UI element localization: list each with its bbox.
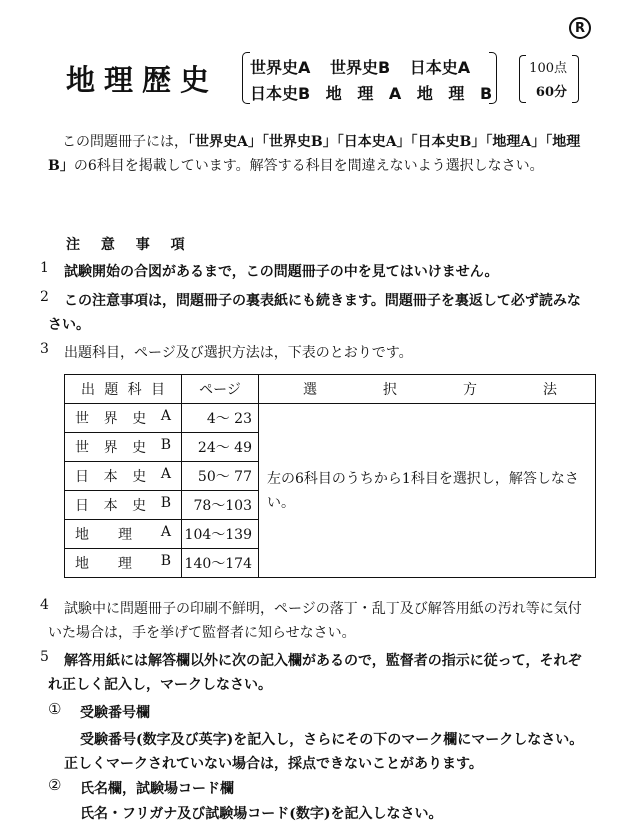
sub-item-2-heading: 氏名欄，試験場コード欄 [80, 781, 234, 797]
note-2-number: 2 [40, 289, 49, 305]
table-header-method: 選 択 方 法 [259, 375, 596, 404]
table-cell-subject: 日 本 史 B [65, 491, 182, 520]
sub-item-1-line1: 受験番号(数字及び英字)を記入し，さらにその下のマーク欄にマークしなさい。 [80, 732, 584, 748]
sub-item-1-heading: 受験番号欄 [80, 705, 150, 721]
intro-text-1: この問題冊子には， [62, 134, 188, 150]
note-3-text: 出題科目，ページ及び選択方法は，下表のとおりです。 [64, 345, 413, 361]
time-info [519, 55, 579, 105]
subject-row-2: 日本史B 地 理 A 地 理 B [250, 84, 493, 103]
table-cell-pages: 4〜 23 [182, 404, 259, 433]
note-4-text: 試験中に問題冊子の印刷不鮮明，ページの落丁・乱丁及び解答用紙の汚れ等に気付いた場合は，手を挙げて監督者に知らせなさい。 [48, 601, 582, 641]
table-row [65, 404, 596, 433]
note-5-text: 解答用紙には解答欄以外に次の記入欄があるので，監督者の指示に従って，それぞれ正しく記入し，マークしなさい。 [48, 653, 582, 693]
subject-list [242, 52, 497, 106]
intro-subjects-1: 「世界史A」「世界史B」「日本史A」「日本史B」「地理A」 [188, 134, 546, 150]
table-cell-pages: 78〜103 [182, 491, 259, 520]
note-3-number: 3 [40, 341, 49, 357]
table-cell-pages: 104〜139 [182, 520, 259, 549]
table-cell-subject: 地 理 A [65, 520, 182, 549]
table-cell-pages: 50〜 77 [182, 462, 259, 491]
sub-item-2-line1: 氏名・フリガナ及び試験場コード(数字)を記入しなさい。 [80, 806, 443, 822]
registered-mark-icon: R [569, 17, 591, 39]
note-1-text: 試験開始の合図があるまで，この問題冊子の中を見てはいけません。 [64, 264, 499, 280]
subject-table [64, 374, 596, 578]
sub-item-1-line2: 正しくマークされていない場合は，採点できないことがあります。 [64, 756, 483, 772]
points-label: 100点 [529, 61, 567, 76]
table-header-row [65, 375, 596, 404]
minutes-label: 60分 [535, 85, 567, 100]
sub-item-2-mark: ② [48, 776, 62, 794]
intro-paragraph [48, 130, 593, 178]
table-header-pages: ページ [182, 375, 259, 404]
left-bracket [242, 52, 250, 104]
subject-row-1: 世界史A 世界史B 日本史A [250, 58, 471, 77]
page-title: 地理歴史 [66, 63, 219, 97]
note-4-number: 4 [40, 597, 49, 613]
table-header-subject: 出 題 科 目 [65, 375, 182, 404]
note-2-text: この注意事項は，問題冊子の裏表紙にも続きます。問題冊子を裏返して必ず読みなさい。 [48, 293, 581, 333]
table-cell-pages: 140〜174 [182, 549, 259, 578]
table-cell-subject: 地 理 B [65, 549, 182, 578]
intro-subjects-2: 「地理B」 [48, 134, 581, 174]
table-cell-subject: 日 本 史 A [65, 462, 182, 491]
table-cell-subject: 世 界 史 A [65, 404, 182, 433]
note-1-number: 1 [40, 260, 49, 276]
table-cell-subject: 世 界 史 B [65, 433, 182, 462]
intro-text-2: の6科目を掲載しています。解答する科目を間違えないよう選択しなさい。 [73, 158, 544, 174]
left-paren [519, 55, 526, 103]
right-bracket [489, 52, 497, 104]
note-5-number: 5 [40, 649, 49, 665]
table-cell-method: 左の6科目のうちから1科目を選択し，解答しなさい。 [259, 404, 596, 578]
notes-heading: 注 意 事 項 [66, 237, 193, 253]
table-cell-pages: 24〜 49 [182, 433, 259, 462]
sub-item-1-mark: ① [48, 700, 62, 718]
right-paren [572, 55, 579, 103]
